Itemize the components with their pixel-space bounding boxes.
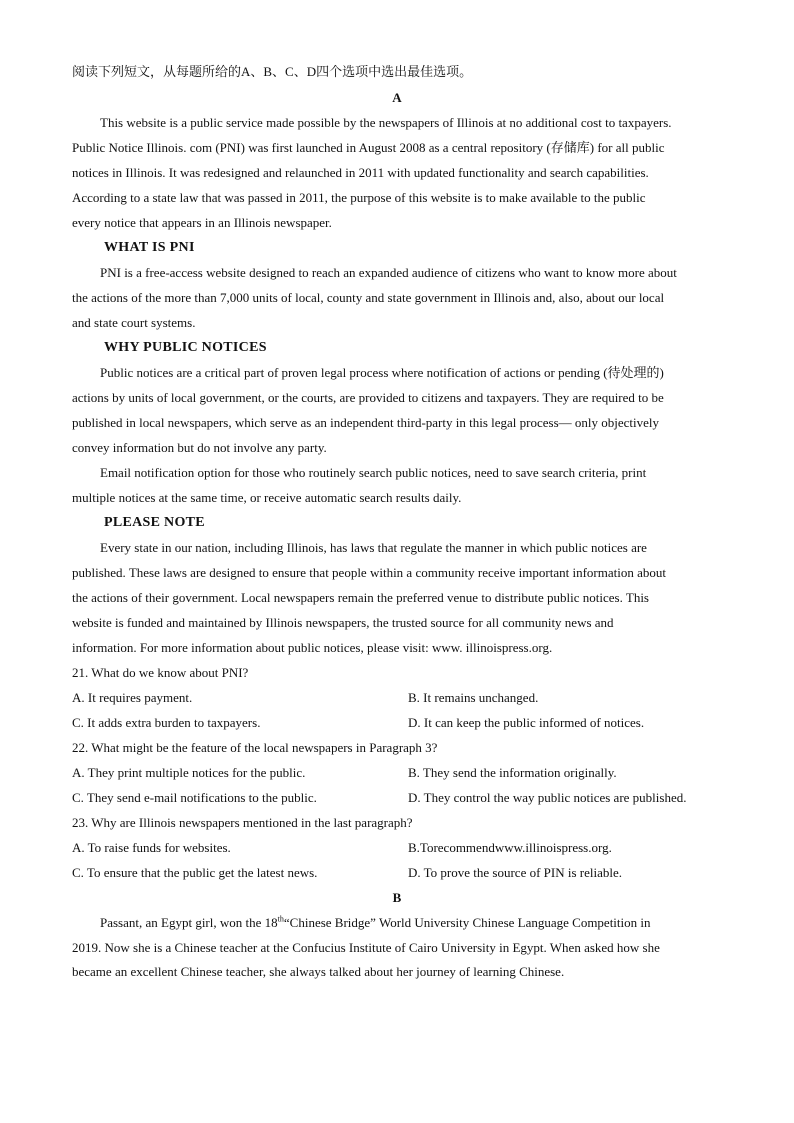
text-line: convey information but do not involve any party. bbox=[72, 440, 327, 455]
text-line: the actions of their government. Local newspapers remain the preferred venue to distribute public notices. This bbox=[72, 590, 649, 605]
text-line: 2019. Now she is a Chinese teacher at the Confucius Institute of Cairo University in Egypt. When asked how she bbox=[72, 940, 660, 955]
option-c[interactable]: C. They send e-mail notifications to the public. bbox=[72, 790, 317, 805]
option-b[interactable]: B. It remains unchanged. bbox=[408, 690, 539, 705]
option-a[interactable]: A. It requires payment. bbox=[72, 690, 193, 705]
instruction-text: 阅读下列短文，从每题所给的A、B、C、D四个选项中选出最佳选项。 bbox=[72, 64, 473, 79]
passage-a-label: A bbox=[392, 90, 402, 105]
text-line: According to a state law that was passed in 2011, the purpose of this website is to make available to the public bbox=[72, 190, 646, 205]
text-line: notices in Illinois. It was redesigned and relaunched in 2011 with updated functionality and search capabilities. bbox=[72, 165, 649, 180]
section-heading-please-note: PLEASE NOTE bbox=[104, 515, 205, 530]
option-a[interactable]: A. They print multiple notices for the public. bbox=[72, 765, 306, 780]
text-line bbox=[72, 915, 722, 931]
option-b[interactable]: B. They send the information originally. bbox=[408, 765, 617, 780]
question-stem: 21. What do we know about PNI? bbox=[72, 665, 249, 680]
question-stem: 22. What might be the feature of the local newspapers in Paragraph 3? bbox=[72, 740, 438, 755]
text-line: every notice that appears in an Illinois newspaper. bbox=[72, 215, 332, 230]
text-segment: “Chinese Bridge” World University Chinese Language Competition in bbox=[283, 915, 651, 930]
text-line: and state court systems. bbox=[72, 315, 196, 330]
text-line: website is funded and maintained by Illinois newspapers, the trusted source for all community news and bbox=[72, 615, 614, 630]
text-line: Email notification option for those who routinely search public notices, need to save search criteria, print bbox=[100, 465, 647, 480]
text-segment: Passant, an Egypt girl, won the 18 bbox=[100, 915, 278, 930]
text-line: information. For more information about public notices, please visit: www. illinoispress.org. bbox=[72, 640, 553, 655]
ordinal-suffix: th bbox=[277, 914, 284, 924]
text-line: actions by units of local government, or the courts, are provided to citizens and taxpayers. They are required to be bbox=[72, 390, 664, 405]
option-a[interactable]: A. To raise funds for websites. bbox=[72, 840, 231, 855]
option-d[interactable]: D. To prove the source of PIN is reliable. bbox=[408, 865, 623, 880]
option-d[interactable]: D. They control the way public notices are published. bbox=[408, 790, 687, 805]
text-line: published. These laws are designed to ensure that people within a community receive important information about bbox=[72, 565, 666, 580]
text-line: Every state in our nation, including Illinois, has laws that regulate the manner in which public notices are bbox=[100, 540, 647, 555]
text-line: Public Notice Illinois. com (PNI) was first launched in August 2008 as a central repository (存储库) for all public bbox=[72, 140, 665, 155]
text-line: PNI is a free-access website designed to reach an expanded audience of citizens who want to know more about bbox=[100, 265, 677, 280]
text-line: This website is a public service made possible by the newspapers of Illinois at no additional cost to taxpayers. bbox=[100, 115, 672, 130]
section-heading-why-public-notices: WHY PUBLIC NOTICES bbox=[104, 340, 267, 355]
section-heading-what-is-pni: WHAT IS PNI bbox=[104, 240, 195, 255]
option-c[interactable]: C. To ensure that the public get the latest news. bbox=[72, 865, 318, 880]
option-b[interactable]: B.Torecommendwww.illinoispress.org. bbox=[408, 840, 612, 855]
text-line: published in local newspapers, which serve as an independent third-party in this legal process— only objectively bbox=[72, 415, 660, 430]
text-line: became an excellent Chinese teacher, she always talked about her journey of learning Chinese. bbox=[72, 964, 565, 979]
text-line: the actions of the more than 7,000 units of local, county and state government in Illinois and, also, about our local bbox=[72, 290, 665, 305]
option-c[interactable]: C. It adds extra burden to taxpayers. bbox=[72, 715, 261, 730]
text-line: multiple notices at the same time, or receive automatic search results daily. bbox=[72, 490, 462, 505]
passage-b-label: B bbox=[392, 890, 402, 905]
option-d[interactable]: D. It can keep the public informed of notices. bbox=[408, 715, 645, 730]
question-stem: 23. Why are Illinois newspapers mentioned in the last paragraph? bbox=[72, 815, 413, 830]
text-line: Public notices are a critical part of proven legal process where notification of actions or pending (待处理的) bbox=[100, 365, 664, 380]
